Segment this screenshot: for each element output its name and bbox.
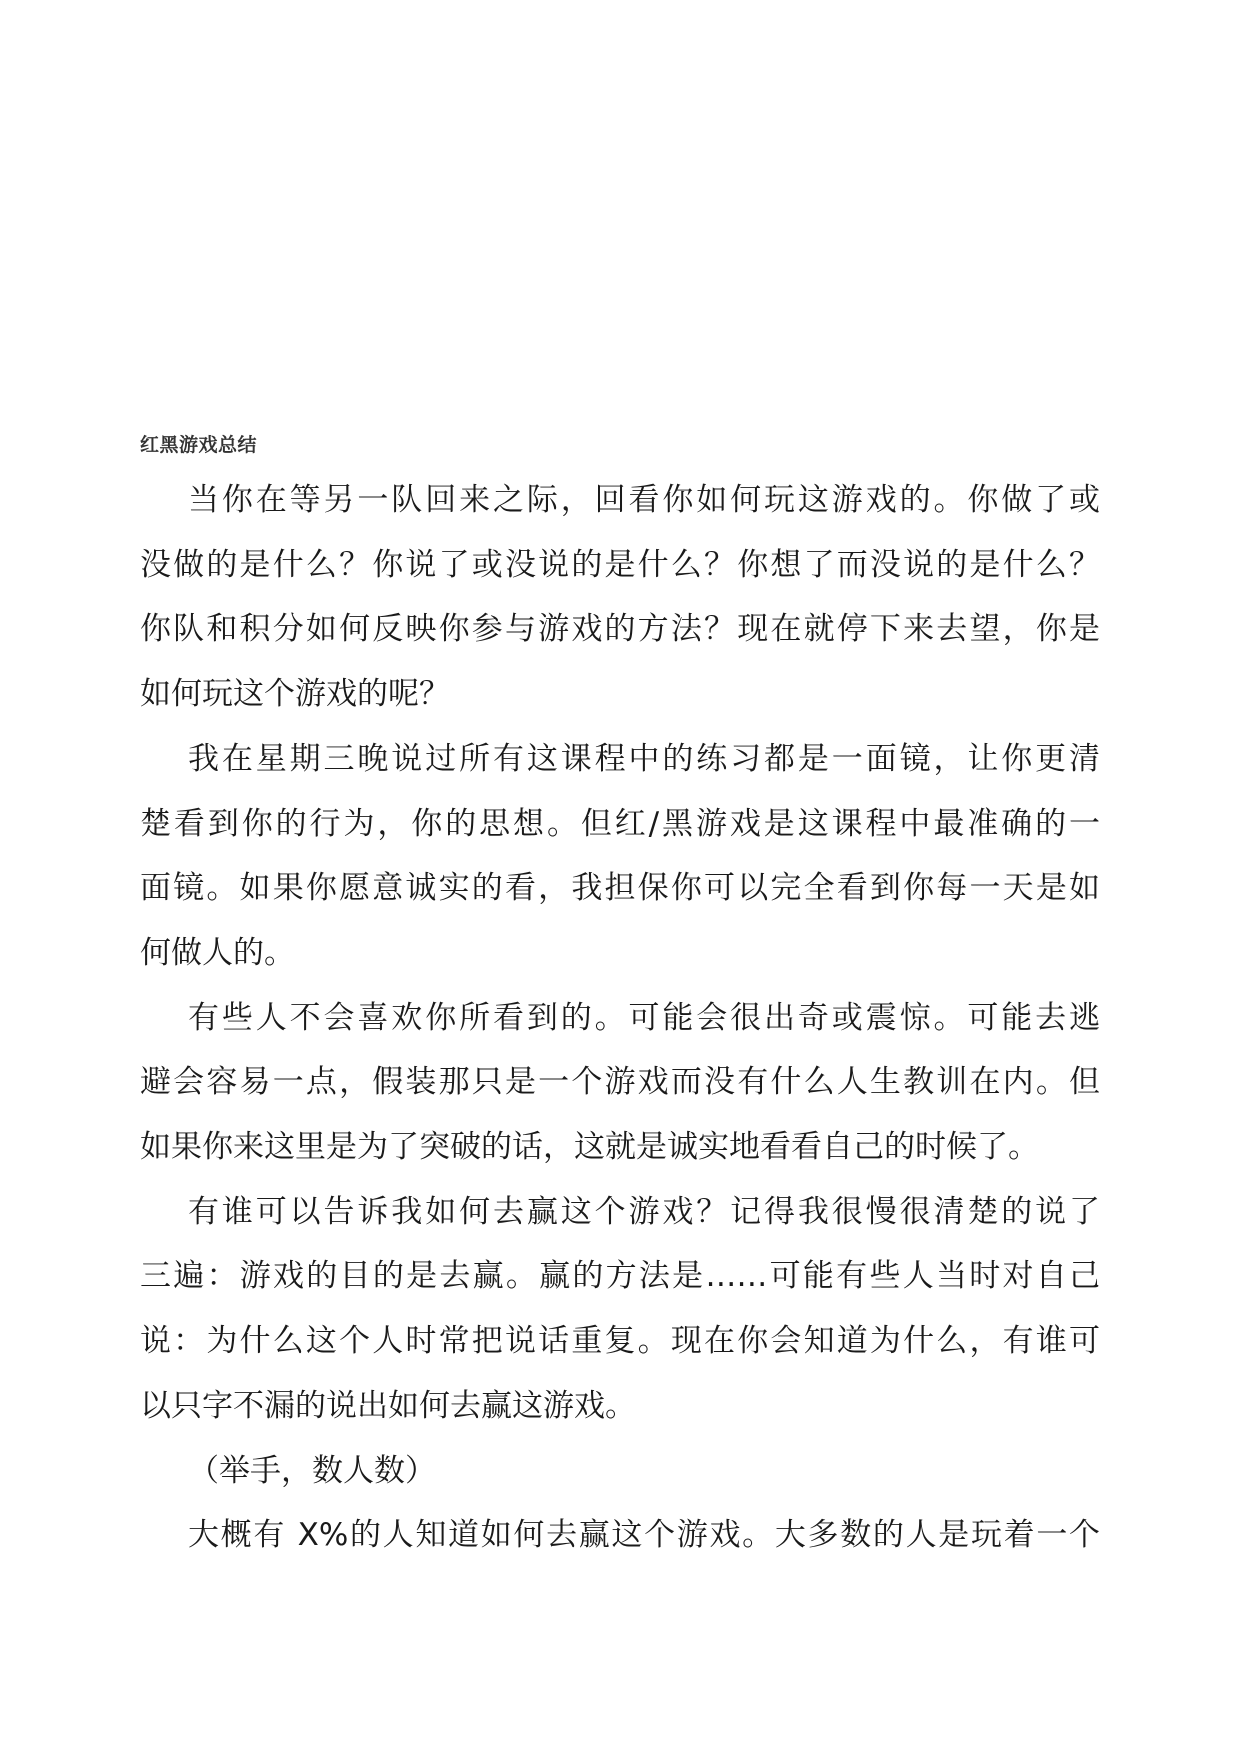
- text-line: 说：为什么这个人时常把说话重复。现在你会知道为什么，有谁可: [140, 1323, 1100, 1360]
- text-line: 当你在等另一队回来之际，回看你如何玩这游戏的。你做了或: [188, 482, 1100, 518]
- text-line: 避会容易一点，假装那只是一个游戏而没有什么人生教训在内。但: [140, 1064, 1100, 1101]
- paragraph: [140, 727, 1100, 986]
- text-line: 大概有 X%的人知道如何去赢这个游戏。大多数的人是玩着一个: [188, 1517, 1100, 1554]
- text-line: 没做的是什么？你说了或没说的是什么？你想了而没说的是什么？: [140, 546, 1100, 583]
- text-line: 面镜。如果你愿意诚实的看，我担保你可以完全看到你每一天是如: [140, 870, 1100, 907]
- paragraph: [140, 986, 1100, 1180]
- paragraph: [140, 468, 1100, 727]
- text-line: 楚看到你的行为，你的思想。但红/黑游戏是这课程中最准确的一: [140, 805, 1100, 842]
- paragraph: [140, 1439, 1100, 1504]
- text-line: 有些人不会喜欢你所看到的。可能会很出奇或震惊。可能去逃: [188, 999, 1100, 1036]
- text-line: （举手，数人数）: [188, 1452, 436, 1489]
- text-line: 你队和积分如何反映你参与游戏的方法？现在就停下来去望，你是: [140, 611, 1100, 648]
- document-title: 红黑游戏总结: [140, 434, 258, 456]
- text-line: 以只字不漏的说出如何去赢这游戏。: [140, 1387, 636, 1424]
- text-line: 我在星期三晚说过所有这课程中的练习都是一面镜，让你更清: [188, 740, 1100, 777]
- text-line: 有谁可以告诉我如何去赢这个游戏？记得我很慢很清楚的说了: [188, 1193, 1100, 1230]
- text-line: 何做人的。: [140, 934, 295, 971]
- text-line: 如果你来这里是为了突破的话，这就是诚实地看看自己的时候了。: [140, 1129, 1039, 1166]
- paragraph: [140, 1503, 1100, 1568]
- document-body: [140, 468, 1100, 1568]
- text-line: 如何玩这个游戏的呢？: [140, 676, 450, 713]
- paragraph: [140, 1180, 1100, 1439]
- text-line: 三遍：游戏的目的是去赢。赢的方法是……可能有些人当时对自己: [140, 1258, 1100, 1295]
